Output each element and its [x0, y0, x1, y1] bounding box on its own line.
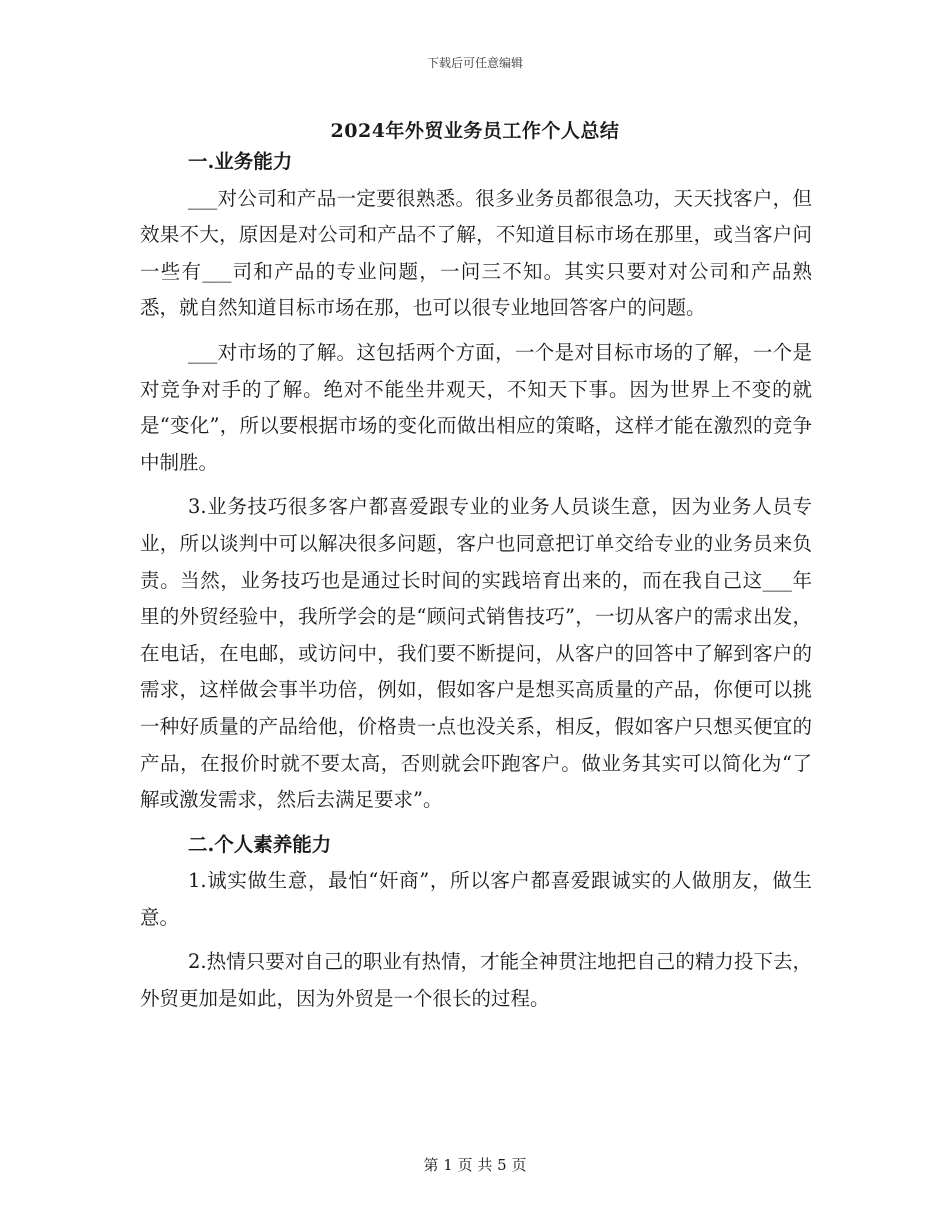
- document-title: 2024年外贸业务员工作个人总结: [330, 120, 620, 142]
- paragraph: 1.诚实做生意，最怕“奸商”，所以客户都喜爱跟诚实的人做朋友，做生意。: [140, 869, 812, 929]
- paragraph: 2.热情只要对自己的职业有热情，才能全神贯注地把自己的精力投下去，外贸更加是如此，因为外贸是一个很长的过程。: [140, 950, 812, 1011]
- document-body: [140, 144, 812, 1026]
- section-heading-personal-quality: 二.个人素养能力: [188, 832, 332, 856]
- paragraph: 3.业务技巧很多客户都喜爱跟专业的业务人员谈生意，因为业务人员专业，所以谈判中可以解决很多问题，客户也同意把订单交给专业的业务员来负责。当然，业务技巧也是通过长时间的实践培育出来的，而在我自己这___年里的外贸经验中，我所学会的是“顾问式销售技巧”，一切从客户的需求出发，在电话，在电邮，或访问中，我们要不断提问，从客户的回答中了解到客户的需求，这样做会事半功倍，例如，假如客户是想买高质量的产品，你便可以挑一种好质量的产品给他，价格贵一点也没关系，相反，假如客户只想买便宜的产品，在报价时就不要太高，否则就会吓跑客户。做业务其实可以简化为“了解或激发需求，然后去满足要求”。: [140, 495, 812, 812]
- header-note: 下载后可任意编辑: [426, 56, 523, 70]
- section-heading-business-ability: 一.业务能力: [188, 150, 293, 173]
- page-number-footer: 第 1 页 共 5 页: [423, 1156, 527, 1174]
- paragraph: ___对市场的了解。这包括两个方面，一个是对目标市场的了解，一个是对竞争对手的了解。绝对不能坐井观天，不知天下事。因为世界上不变的就是“变化”，所以要根据市场的变化而做出相应的策略，这样才能在激烈的竞争中制胜。: [140, 340, 812, 474]
- paragraph: ___对公司和产品一定要很熟悉。很多业务员都很急功，天天找客户，但效果不大，原因是对公司和产品不了解，不知道目标市场在那里，或当客户问一些有___司和产品的专业问题，一问三不知。其实只要对对公司和产品熟悉，就自然知道目标市场在那，也可以很专业地回答客户的问题。: [140, 186, 812, 320]
